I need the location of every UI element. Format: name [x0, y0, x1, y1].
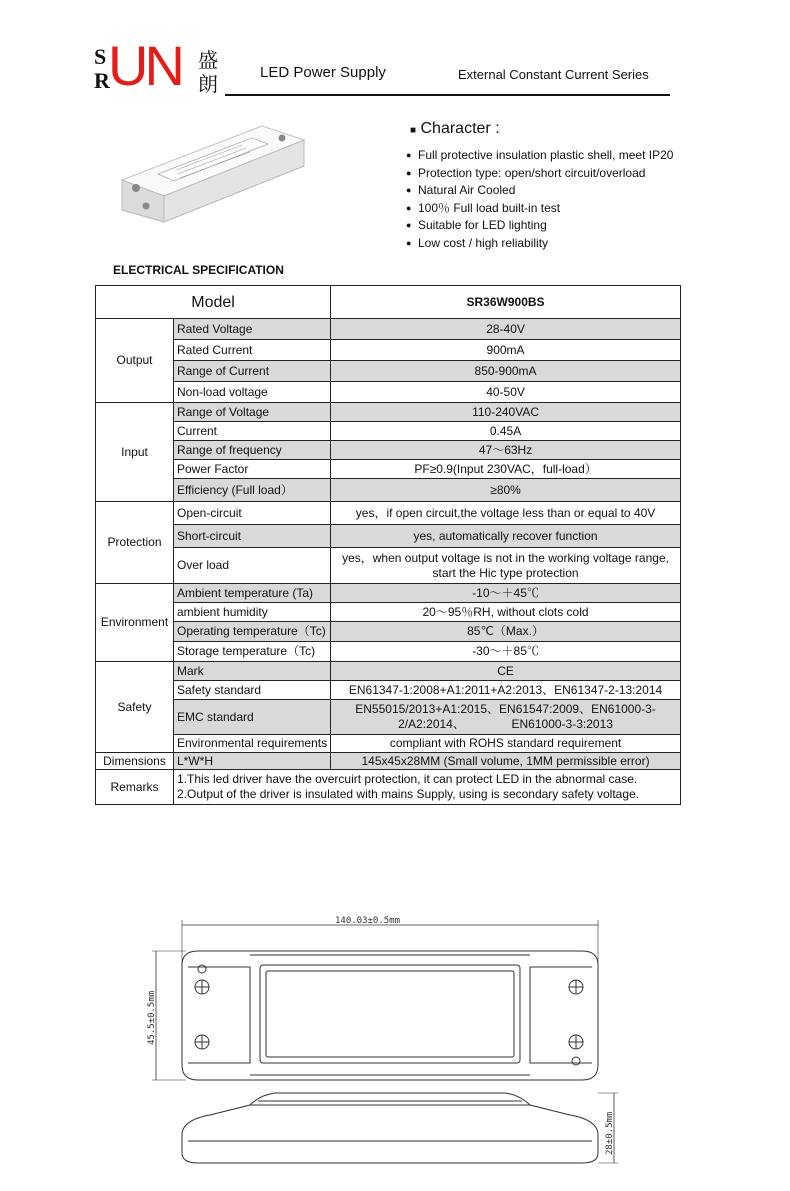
table-row: Efficiency (Full load） ≥80%	[96, 479, 681, 502]
logo-letter-s: S	[94, 44, 107, 69]
group-safety: Safety	[96, 662, 174, 753]
group-protection: Protection	[96, 502, 174, 584]
character-list	[406, 147, 673, 253]
list-item: ● 100％ Full load built-in test	[406, 200, 673, 218]
list-item: ● Low cost / high reliability	[406, 235, 673, 253]
table-row: Non-load voltage 40-50V	[96, 382, 681, 403]
height-dimension-label: 28±0.5mm	[605, 1111, 615, 1155]
model-label: Model	[96, 286, 331, 319]
table-row: Power Factor PF≥0.9(Input 230VAC，full-load）	[96, 460, 681, 479]
bullet-icon: ●	[406, 237, 412, 248]
table-row: Output Rated Voltage 28-40V	[96, 319, 681, 340]
square-bullet-icon: ■	[410, 125, 417, 136]
table-row: Over load yes，when output voltage is not in the working voltage range, start the Hic type protection	[96, 548, 681, 584]
group-remarks: Remarks	[96, 770, 174, 805]
table-row: Range of frequency 47～63Hz	[96, 441, 681, 460]
bullet-icon: ●	[406, 150, 412, 160]
table-row: Current 0.45A	[96, 422, 681, 441]
bullet-icon: ●	[406, 185, 412, 196]
group-output: Output	[96, 319, 174, 403]
table-row: Operating temperature（Tc) 85℃（Max.）	[96, 622, 681, 642]
table-row: Dimensions L*W*H 145x45x28MM (Small volume, 1MM permissible error)	[96, 753, 681, 770]
header-title: LED Power Supply	[260, 64, 386, 81]
list-item: ● Natural Air Cooled	[406, 182, 673, 200]
width-dimension-label: 45.5±0.5mm	[147, 990, 157, 1045]
table-row: Safety standard EN61347-1:2008+A1:2011+A2:2013、EN61347-2-13:2014	[96, 681, 681, 700]
table-row: Safety Mark CE	[96, 662, 681, 681]
table-row: Range of Current 850-900mA	[96, 361, 681, 382]
table-row: Environment Ambient temperature (Ta) -10～＋45℃	[96, 584, 681, 603]
section-title: ELECTRICAL SPECIFICATION	[113, 263, 284, 277]
table-row: Protection Open-circuit yes，if open circuit,the voltage less than or equal to 40V	[96, 502, 681, 525]
length-dimension-label: 140.03±0.5mm	[335, 916, 401, 926]
spec-table	[95, 285, 681, 805]
bullet-icon: ●	[406, 167, 412, 178]
table-row: Rated Current 900mA	[96, 340, 681, 361]
table-row: EMC standard EN55015/2013+A1:2015、EN61547:2009、EN61000-3- 2/A2:2014、 EN61000-3-3:2013	[96, 700, 681, 735]
character-title	[410, 120, 500, 138]
list-item: ● Suitable for LED lighting	[406, 217, 673, 235]
bullet-icon: ●	[406, 220, 412, 231]
dimension-drawing	[140, 905, 620, 1175]
logo-letter-r: R	[94, 68, 110, 93]
table-row: Environmental requirements compliant with ROHS standard requirement	[96, 735, 681, 753]
logo-main-letters: UN	[108, 34, 181, 97]
model-value: SR36W900BS	[331, 286, 681, 319]
bullet-icon: ●	[406, 202, 412, 213]
header-series: External Constant Current Series	[458, 67, 649, 82]
list-item: ● Full protective insulation plastic shell, meet IP20	[406, 147, 673, 165]
header-divider	[225, 94, 670, 96]
logo-cn-bottom: 朗	[198, 72, 218, 96]
side-view	[182, 1093, 618, 1163]
character-title-text: Character :	[420, 120, 500, 137]
group-input: Input	[96, 403, 174, 502]
group-dimensions: Dimensions	[96, 753, 174, 770]
table-row: Short-circuit yes, automatically recover function	[96, 525, 681, 548]
table-row: Input Range of Voltage 110-240VAC	[96, 403, 681, 422]
group-environment: Environment	[96, 584, 174, 662]
logo-cn-top: 盛	[198, 48, 218, 72]
list-item: ● Protection type: open/short circuit/overload	[406, 165, 673, 183]
top-view	[152, 920, 598, 1080]
table-row	[96, 286, 681, 319]
brand-logo	[94, 34, 224, 97]
table-row: Storage temperature（Tc) -30～＋85℃	[96, 642, 681, 662]
product-image	[112, 118, 312, 238]
table-row: ambient humidity 20～95％RH, without clots cold	[96, 603, 681, 622]
table-row: Remarks 1.This led driver have the overcuirt protection, it can protect LED in the abnormal case. 2.Output of the driver is insulated with mains Supply, using is secondary safety voltage.	[96, 770, 681, 805]
